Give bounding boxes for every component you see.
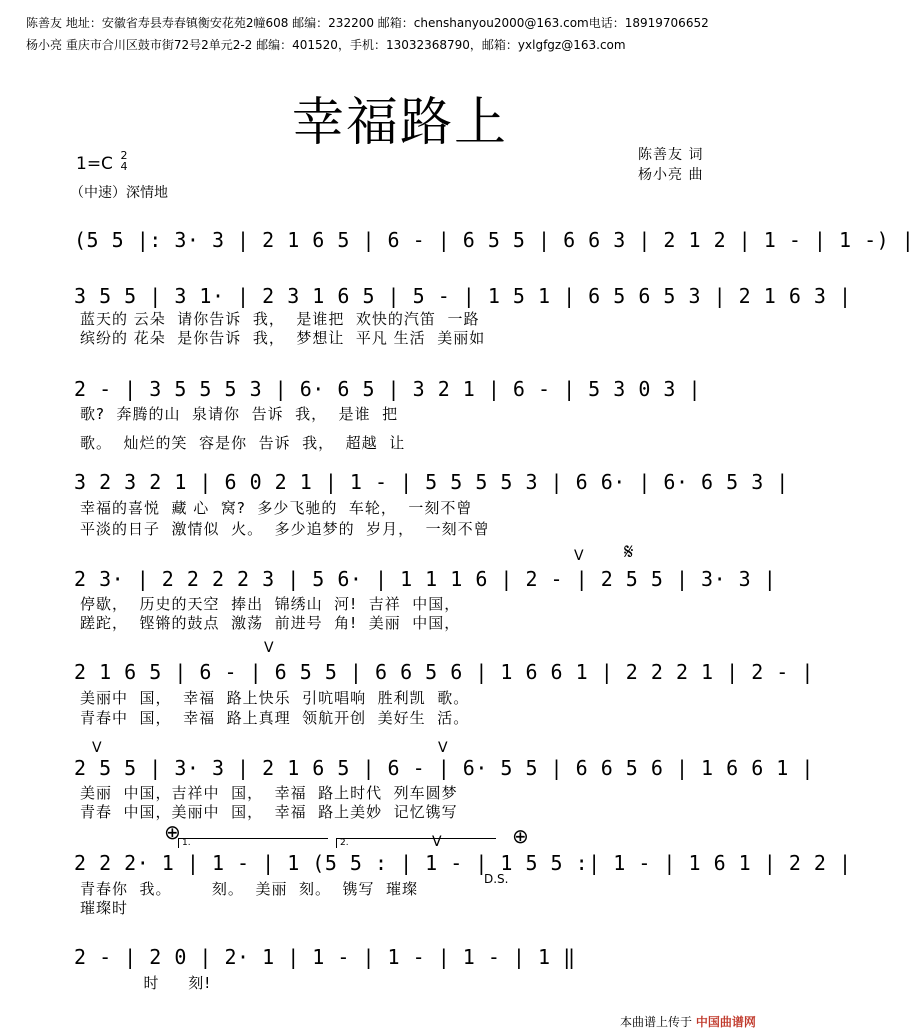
header-line-2: 杨小亮 重庆市合川区鼓市街72号2单元2-2 邮编：401520，手机：13032368790，邮箱：yxlgfgz@163.com — [26, 38, 626, 52]
lyrics-row-3-verse-1: 歌? 奔腾的山 泉请你 告诉 我， 是谁 把 — [80, 405, 399, 423]
footer-brand-logo[interactable]: 中国曲谱网 — [695, 1015, 756, 1029]
notation-row-4: 3 2 3 2 1 | 6 0 2 1 | 1 - | 5 5 5 5 3 | 6 6· | 6· 6 5 3 | — [74, 470, 789, 494]
notation-row-8: 2 2 2· 1 | 1 - | 1 (5 5 : | 1 - | 1 5 5 :| 1 - | 1 6 1 | 2 2 | — [74, 851, 852, 875]
lyrics-row-4-verse-2: 平淡的日子 激情似 火。 多少追梦的 岁月， 一刻不曾 — [80, 520, 490, 538]
breath-mark: V — [92, 740, 102, 756]
notation-row-2: 3 5 5 | 3 1· | 2 3 1 6 5 | 5 - | 1 5 1 | 6 5 6 5 3 | 2 1 6 3 | — [74, 284, 852, 308]
time-bottom: 4 — [120, 160, 128, 173]
segno-sign: 𝄋 — [624, 540, 634, 565]
lyrics-row-6-verse-1: 美丽中 国， 幸福 路上快乐 引吭唱响 胜利凯 歌。 — [80, 689, 470, 707]
header-line-1: 陈善友 地址：安徽省寿县寿春镇衡安花苑2幢608 邮编：232200 邮箱：chenshanyou2000@163.com电话：18919706652 — [26, 16, 709, 30]
lyrics-row-2-verse-2: 缤纷的 花朵 是你告诉 我， 梦想让 平凡 生活 美丽如 — [80, 329, 486, 347]
breath-mark: V — [438, 740, 448, 756]
lyrics-row-2-verse-1: 蓝天的 云朵 请你告诉 我， 是谁把 欢快的汽笛 一路 — [80, 310, 480, 328]
notation-row-5: 2 3· | 2 2 2 2 3 | 5 6· | 1 1 1 6 | 2 - | 2 5 5 | 3· 3 | — [74, 567, 777, 591]
lyrics-row-8-verse-1: 青春你 我。 刻。 美丽 刻。 镌写 璀璨 — [80, 880, 419, 898]
footer-prefix: 本曲谱上传于 — [620, 1015, 693, 1029]
notation-row-7: 2 5 5 | 3· 3 | 2 1 6 5 | 6 - | 6· 5 5 | 6 6 5 6 | 1 6 6 1 | — [74, 756, 814, 780]
dal-segno-mark: D.S. — [484, 872, 509, 886]
composer: 杨小亮 曲 — [638, 167, 704, 183]
lyrics-row-5-verse-2: 蹉跎， 铿锵的鼓点 激荡 前进号 角! 美丽 中国， — [80, 614, 461, 632]
lyrics-row-5-verse-1: 停歇， 历史的天空 捧出 锦绣山 河! 吉祥 中国， — [80, 595, 461, 613]
time-signature — [118, 150, 130, 172]
breath-mark: V — [264, 640, 274, 656]
key-signature: 1=C — [76, 154, 113, 174]
coda-sign: ⊕ — [164, 820, 181, 844]
notation-row-1: (5 5 |: 3· 3 | 2 1 6 5 | 6 - | 6 5 5 | 6 6 3 | 2 1 2 | 1 - | 1 -) | — [74, 228, 914, 252]
lyrics-row-4-verse-1: 幸福的喜悦 藏 心 窝? 多少飞驰的 车轮， 一刻不曾 — [80, 499, 473, 517]
lyricist: 陈善友 词 — [638, 147, 704, 163]
notation-row-3: 2 - | 3 5 5 5 3 | 6· 6 5 | 3 2 1 | 6 - | 5 3 0 3 | — [74, 377, 702, 401]
lyrics-row-9-verse-1: 时 刻! — [80, 974, 212, 992]
song-title: 幸福路上 — [291, 93, 508, 153]
breath-mark: V — [574, 548, 584, 564]
lyrics-row-8-verse-2: 璀璨时 — [80, 899, 129, 917]
coda-sign: ⊕ — [512, 824, 529, 848]
notation-row-6: 2 1 6 5 | 6 - | 6 5 5 | 6 6 5 6 | 1 6 6 1 | 2 2 2 1 | 2 - | — [74, 660, 814, 684]
lyrics-row-7-verse-1: 美丽 中国，吉祥中 国， 幸福 路上时代 列车圆梦 — [80, 784, 458, 802]
lyrics-row-7-verse-2: 青春 中国，美丽中 国， 幸福 路上美妙 记忆镌写 — [80, 803, 458, 821]
tempo-marking: （中速）深情地 — [70, 185, 168, 201]
volta-1: 1. — [178, 838, 328, 848]
breath-mark: V — [432, 834, 442, 850]
notation-row-9: 2 - | 2 0 | 2· 1 | 1 - | 1 - | 1 - | 1 ‖ — [74, 945, 576, 969]
footer-credit — [620, 1013, 756, 1030]
lyrics-row-6-verse-2: 青春中 国， 幸福 路上真理 领航开创 美好生 活。 — [80, 709, 470, 727]
time-top: 2 — [120, 149, 128, 162]
volta-2: 2. — [336, 838, 496, 848]
lyrics-row-3-verse-2: 歌。 灿烂的笑 容是你 告诉 我， 超越 让 — [80, 434, 406, 452]
